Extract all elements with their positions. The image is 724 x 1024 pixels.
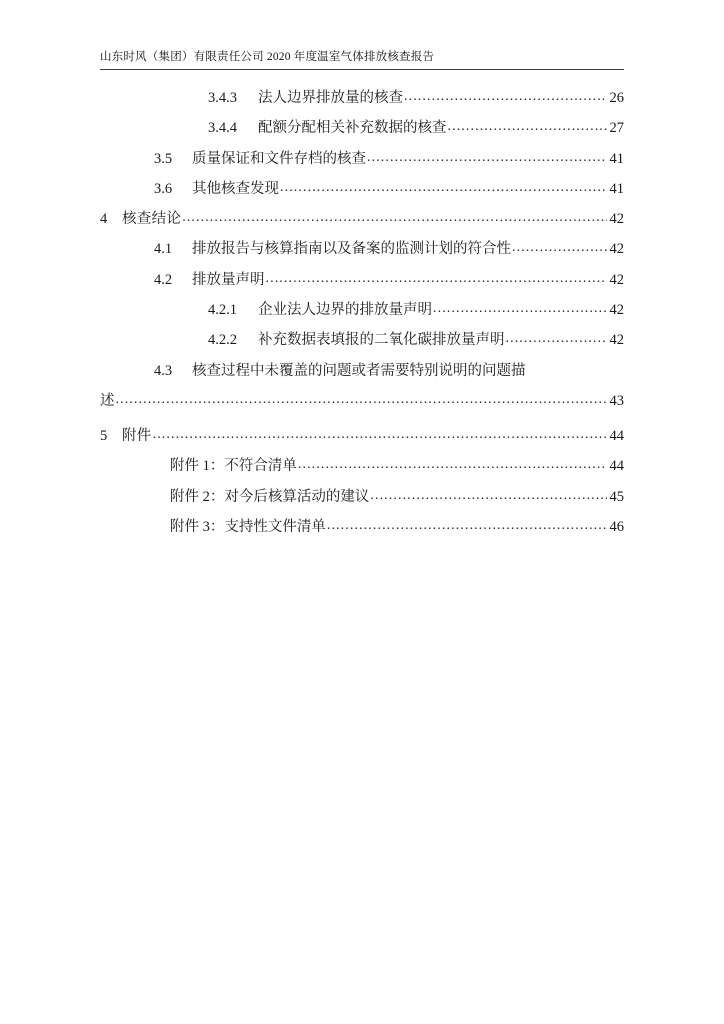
toc-entry[interactable]: [100, 300, 624, 321]
toc-leader-dots: [298, 455, 607, 475]
toc-leader-dots: [370, 486, 606, 506]
toc-number: 4.2.1: [208, 302, 237, 319]
toc-title: 排放报告与核算指南以及备案的监测计划的符合性: [192, 241, 511, 258]
toc-entry[interactable]: [100, 239, 624, 260]
toc-number: 3.5: [154, 150, 173, 167]
toc-entry[interactable]: [100, 270, 624, 291]
toc-number: 4: [100, 211, 108, 228]
toc-page-number: 42: [609, 302, 624, 319]
toc-title: 配额分配相关补充数据的核查: [258, 120, 447, 137]
toc-title: 核查结论: [122, 211, 182, 228]
toc-page-number: 46: [609, 518, 624, 535]
toc-leader-dots: [404, 87, 607, 107]
toc-leader-dots: [512, 238, 607, 258]
toc-entry-wrapped[interactable]: [100, 361, 624, 412]
toc-leader-dots: [506, 329, 607, 349]
toc-page-number: 44: [609, 458, 624, 475]
toc-page-number: 42: [609, 241, 624, 258]
toc-leader-dots: [280, 178, 607, 198]
toc-entry[interactable]: [100, 487, 624, 508]
toc-title: 附件 3：支持性文件清单: [170, 518, 326, 535]
toc-entry[interactable]: [100, 517, 624, 538]
toc-page-number: 27: [609, 120, 624, 137]
toc-number: 5: [100, 427, 108, 444]
toc-entry[interactable]: [100, 118, 624, 139]
toc-leader-dots: [182, 208, 606, 228]
toc-entry[interactable]: [100, 456, 624, 477]
toc-number: 3.4.4: [208, 120, 237, 137]
toc-leader-dots: [153, 425, 607, 445]
toc-leader-dots: [433, 299, 607, 319]
toc-entry[interactable]: [100, 426, 624, 447]
toc-page-number: 43: [609, 392, 624, 409]
toc-page-number: 44: [609, 427, 624, 444]
toc-page-number: 42: [609, 271, 624, 288]
toc-number: 3.4.3: [208, 90, 237, 106]
toc-leader-dots: [367, 148, 607, 168]
toc-entry[interactable]: [100, 209, 624, 230]
table-of-contents: [100, 88, 624, 547]
toc-title: 附件 2：对今后核算活动的建议: [170, 488, 370, 505]
toc-leader-dots: [266, 269, 607, 289]
toc-page-number: 42: [609, 211, 624, 228]
toc-title: 附件 1：不符合清单: [170, 458, 297, 475]
toc-page-number: 26: [609, 90, 624, 106]
toc-number: 4.2: [154, 271, 173, 288]
toc-page-number: 45: [609, 488, 624, 505]
toc-entry[interactable]: [100, 330, 624, 351]
toc-leader-dots: [448, 117, 607, 137]
toc-title-line-2: 述: [100, 392, 115, 409]
toc-number: 4.2.2: [208, 332, 237, 349]
toc-page-number: 41: [609, 180, 624, 197]
toc-title: 附件: [122, 427, 152, 444]
toc-title: 排放量声明: [192, 271, 265, 288]
toc-number: 4.3: [154, 362, 173, 379]
toc-entry[interactable]: [100, 179, 624, 200]
toc-number: 4.1: [154, 241, 173, 258]
toc-title: 企业法人边界的排放量声明: [258, 302, 432, 319]
toc-leader-dots: [327, 516, 607, 536]
toc-entry[interactable]: [100, 149, 624, 170]
toc-title: 质量保证和文件存档的核查: [192, 150, 366, 167]
toc-page-number: 42: [609, 332, 624, 349]
toc-leader-dots: [116, 390, 607, 410]
toc-entry-line-2: [100, 391, 624, 412]
toc-entry-line-1: [100, 361, 624, 382]
toc-title: 法人边界排放量的核查: [258, 90, 403, 106]
toc-title: 其他核查发现: [192, 180, 279, 197]
toc-page-number: 41: [609, 150, 624, 167]
toc-title: 补充数据表填报的二氧化碳排放量声明: [258, 332, 505, 349]
toc-entry[interactable]: [100, 88, 624, 109]
toc-number: 3.6: [154, 180, 173, 197]
page-header: 山东时风（集团）有限责任公司 2020 年度温室气体排放核查报告: [100, 48, 624, 70]
toc-title-line-1: 核查过程中未覆盖的问题或者需要特别说明的问题描: [192, 362, 526, 379]
